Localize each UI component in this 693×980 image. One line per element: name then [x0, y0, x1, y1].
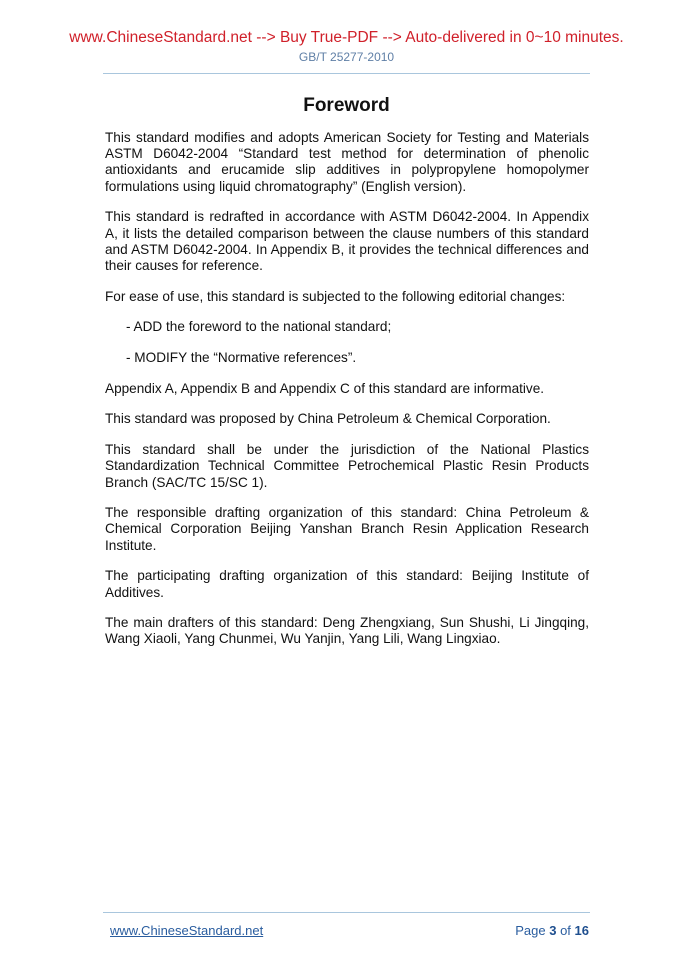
paragraph: The main drafters of this standard: Deng Zhengxiang, Sun Shushi, Li Jingqing, Wang Xiaoli, Yang Chunmei, Wu Yanjin, Yang Lili, Wang Lingxiao. [105, 615, 589, 647]
paragraph: Appendix A, Appendix B and Appendix C of this standard are informative. [105, 380, 545, 396]
paragraph: The responsible drafting organization of this standard: China Petroleum & Chemical Corporation Beijing Yanshan Branch Resin Application Research Institute. [105, 505, 589, 553]
page-total: 16 [574, 923, 589, 938]
header-divider [103, 73, 590, 74]
list-item: - MODIFY the “Normative references”. [126, 350, 357, 366]
footer-link[interactable]: www.ChineseStandard.net [110, 923, 264, 938]
page-prefix: Page [515, 923, 546, 938]
header-banner[interactable]: www.ChineseStandard.net --> Buy True-PDF --> Auto-delivered in 0~10 minutes. [69, 29, 624, 46]
paragraph: This standard was proposed by China Petroleum & Chemical Corporation. [105, 411, 551, 427]
paragraph: This standard shall be under the jurisdiction of the National Plastics Standardization Technical Committee Petrochemical Plastic Resin Products Branch (SAC/TC 15/SC 1). [105, 442, 589, 490]
paragraph: This standard is redrafted in accordance with ASTM D6042-2004. In Appendix A, it lists the detailed comparison between the clause numbers of this standard and ASTM D6042-2004. In Appendix B, it provides the technical differences and their causes for reference. [105, 209, 589, 273]
page-of: of [560, 923, 571, 938]
foreword-body [105, 130, 589, 662]
page-title: Foreword [303, 95, 390, 116]
footer-divider [103, 912, 590, 913]
list-item: - ADD the foreword to the national standard; [126, 319, 392, 335]
page-indicator [515, 923, 589, 938]
paragraph: The participating drafting organization of this standard: Beijing Institute of Additives. [105, 568, 589, 600]
paragraph: For ease of use, this standard is subjected to the following editorial changes: [105, 288, 566, 304]
page-current: 3 [549, 923, 557, 938]
standard-number: GB/T 25277-2010 [298, 50, 395, 64]
paragraph: This standard modifies and adopts American Society for Testing and Materials ASTM D6042-2004 “Standard test method for determination of phenolic antioxidants and erucamide slip additives in polypropylene homopolymer formulations using liquid chromatography” (English version). [105, 130, 589, 194]
